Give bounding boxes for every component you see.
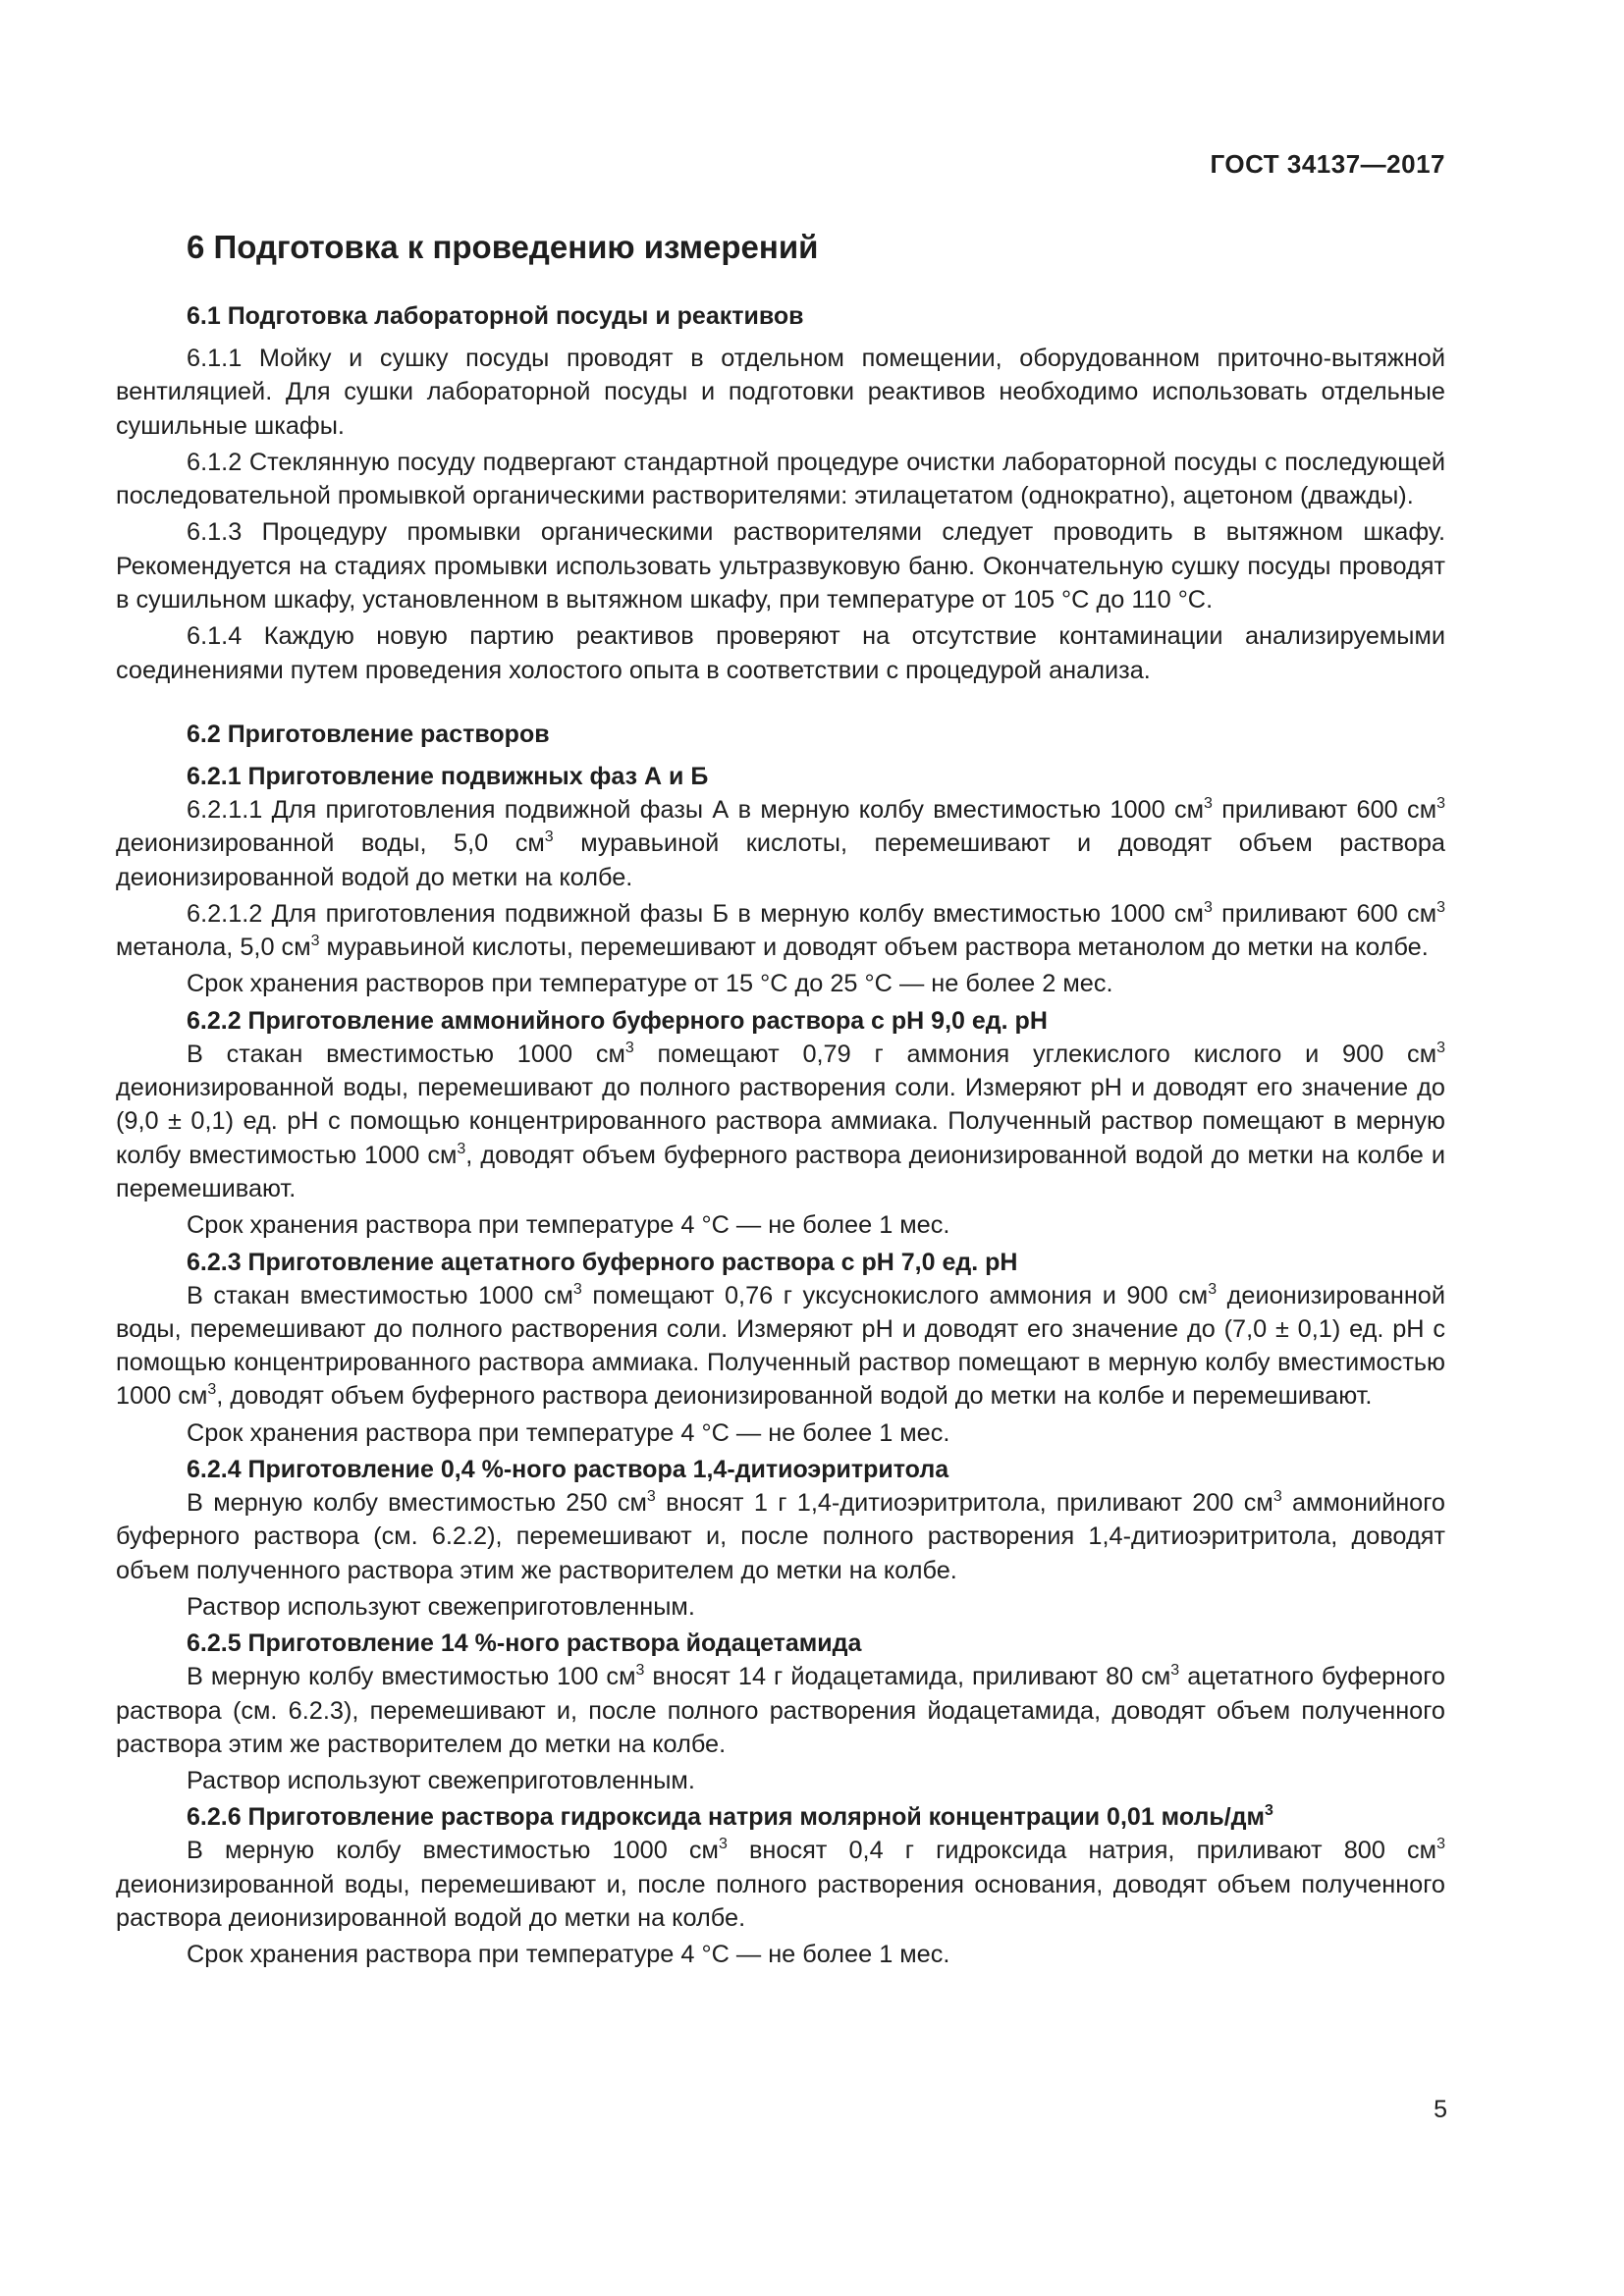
storage-note-6-2-1: Срок хранения растворов при температуре от 15 °С до 25 °С — не более 2 мес. [187, 970, 1113, 998]
section-6-2-title: 6.2 Приготовление растворов [187, 720, 550, 748]
page-content [116, 218, 1445, 1975]
paragraph-6-2-6: В мерную колбу вместимостью 1000 $см^3$ вносят 0,4 г гидроксида натрия, приливают 800 $см^3$ деионизированной воды, перемешивают и, после полного растворения основания, доводят объем полученного раствора деионизированной водой до метки на колбе. [116, 1836, 1445, 1932]
usage-note-6-2-5: Раствор используют свежеприготовленным. [187, 1767, 695, 1795]
paragraph-6-1-4: 6.1.4 Каждую новую партию реактивов проверяют на отсутствие контаминации анализируемыми соединениями путем проведения холостого опыта в соответствии с процедурой анализа. [116, 622, 1445, 684]
page-number: 5 [1434, 2096, 1447, 2123]
paragraph-6-2-1-2: 6.2.1.2 Для приготовления подвижной фазы Б в мерную колбу вместимостью 1000 $см^3$ приливают 600 $см^3$ метанола, 5,0 $см^3$ муравьиной кислоты, перемешивают и доводят объем раствора метанолом до метки на колбе. [116, 898, 1445, 962]
paragraph-6-2-5: В мерную колбу вместимостью 100 $см^3$ вносят 14 г йодацетамида, приливают 80 $см^3$ ацетатного буферного раствора (см. 6.2.3), перемешивают и, после полного растворения йодацетамида, доводят объем полученного раствора этим же растворителем до метки на колбе. [116, 1662, 1445, 1758]
section-6-2-1-title: 6.2.1 Приготовление подвижных фаз А и Б [187, 762, 709, 790]
section-6-2-3-title: 6.2.3 Приготовление ацетатного буферного раствора с pH 7,0 ед. pH [187, 1248, 1018, 1276]
paragraph-6-1-2: 6.1.2 Стеклянную посуду подвергают стандартной процедуре очистки лабораторной посуды с последующей последовательной промывкой органическими растворителями: этилацетатом (однократно), ацетоном (дважды). [116, 448, 1445, 510]
storage-note-6-2-6: Срок хранения раствора при температуре 4 °С — не более 1 мес. [187, 1941, 950, 1969]
usage-note-6-2-4: Раствор используют свежеприготовленным. [187, 1592, 695, 1621]
paragraph-6-2-1-1: 6.2.1.1 Для приготовления подвижной фазы А в мерную колбу вместимостью 1000 $см^3$ приливают 600 $см^3$ деионизированной воды, 5,0 $см^3$ муравьиной кислоты, перемешивают и доводят объем раствора деионизированной водой до метки на колбе. [116, 794, 1445, 891]
section-6-2-2-title: 6.2.2 Приготовление аммонийного буферного раствора с pH 9,0 ед. pH [187, 1006, 1048, 1035]
paragraph-6-1-3: 6.1.3 Процедуру промывки органическими растворителями следует проводить в вытяжном шкафу. Рекомендуется на стадиях промывки использовать ультразвуковую баню. Окончательную сушку посуды проводят в сушильном шкафу, установленном в вытяжном шкафу, при температуре от 105 °С до 110 °С. [116, 518, 1445, 614]
paragraph-6-2-2: В стакан вместимостью 1000 $см^3$ помещают 0,79 г аммония углекислого кислого и 900 $см^3$ деионизированной воды, перемешивают до полного растворения соли. Измеряют pH и доводят его значение до (9,0 ± 0,1) ед. pH с помощью концентрированного раствора аммиака. Полученный раствор помещают в мерную колбу вместимостью 1000 $см^3$, доводят объем буферного раствора деионизированной водой до метки на колбе и перемешивают. [116, 1039, 1445, 1202]
paragraph-6-1-1: 6.1.1 Мойку и сушку посуды проводят в отдельном помещении, оборудованном приточно-вытяжной вентиляцией. Для сушки лабораторной посуды и подготовки реактивов необходимо использовать отдельные сушильные шкафы. [116, 345, 1445, 440]
section-6-2-4-title: 6.2.4 Приготовление 0,4 %-ного раствора 1,4-дитиоэритритола [187, 1456, 949, 1484]
standard-header: ГОСТ 34137—2017 [1210, 149, 1445, 179]
paragraph-6-2-4: В мерную колбу вместимостью 250 $см^3$ вносят 1 г 1,4-дитиоэритритола, приливают 200 $см^3$ аммонийного буферного раствора (см. 6.2.2), перемешивают и, после полного растворения 1,4-дитиоэритритола, доводят объем полученного раствора этим же растворителем до метки на колбе. [116, 1488, 1445, 1584]
section-6-title: 6 Подготовка к проведению измерений [187, 229, 819, 265]
section-6-2-6-title: 6.2.6 Приготовление раствора гидроксида натрия молярной концентрации 0,01 моль/$дм^3$ [187, 1802, 1273, 1832]
storage-note-6-2-3: Срок хранения раствора при температуре 4 °С — не более 1 мес. [187, 1418, 950, 1447]
storage-note-6-2-2: Срок хранения раствора при температуре 4 °С — не более 1 мес. [187, 1211, 950, 1240]
paragraph-6-2-3: В стакан вместимостью 1000 $см^3$ помещают 0,76 г уксуснокислого аммония и 900 $см^3$ деионизированной воды, перемешивают до полного растворения соли. Измеряют pH и доводят его значение до (7,0 ± 0,1) ед. pH с помощью концентрированного раствора аммиака. Полученный раствор помещают в мерную колбу вместимостью 1000 $см^3$, доводят объем буферного раствора деионизированной водой до метки на колбе и перемешивают. [116, 1280, 1445, 1411]
section-6-1-title: 6.1 Подготовка лабораторной посуды и реактивов [187, 302, 804, 330]
section-6-2-5-title: 6.2.5 Приготовление 14 %-ного раствора йодацетамида [187, 1629, 862, 1658]
